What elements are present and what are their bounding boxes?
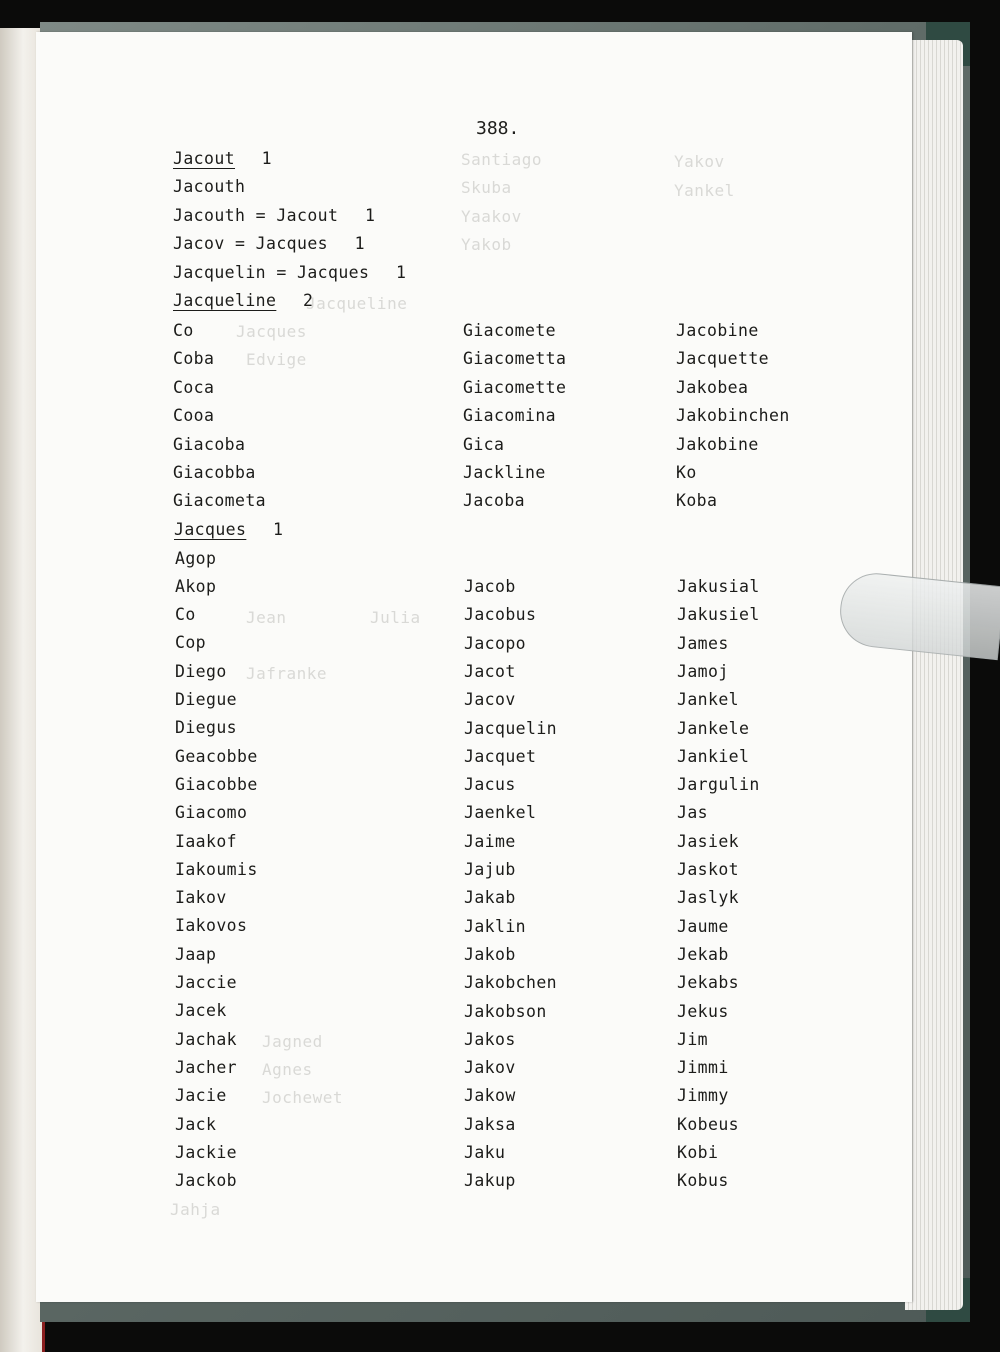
- variant-name: [677, 1115, 739, 1135]
- name-entry: [173, 234, 365, 254]
- variant-name: [464, 832, 516, 852]
- variant-name: [175, 916, 247, 936]
- variant-name: [173, 321, 194, 341]
- variant-name-text: Giacometa: [173, 491, 267, 511]
- variant-name-text: Giacobba: [173, 463, 256, 482]
- variant-name-text: Jakobchen: [464, 973, 558, 993]
- bleed-text: Julia: [370, 608, 421, 627]
- variant-name: [677, 775, 760, 795]
- variant-name-text: Diego: [175, 661, 227, 681]
- variant-name: [677, 1143, 718, 1163]
- bleed-text: Jacqueline: [306, 294, 408, 313]
- name-entry-text: Jacouth: [173, 177, 246, 197]
- variant-name-text: Giacomete: [463, 321, 557, 340]
- variant-name: [175, 549, 216, 569]
- bleed-text: Santiago: [461, 150, 543, 169]
- page-stack-edge: [905, 40, 963, 1310]
- page-number: 388.: [476, 118, 520, 139]
- variant-name-text: Jacher: [175, 1057, 238, 1077]
- bleed-text: Jagned: [262, 1032, 323, 1051]
- variant-name: [173, 378, 214, 398]
- frequency-count: 1: [241, 149, 273, 168]
- variant-name-text: Co: [173, 321, 194, 340]
- name-entry-text: Jacouth = Jacout: [173, 205, 339, 225]
- variant-name-text: Giacomina: [463, 406, 557, 426]
- variant-name: [677, 1058, 729, 1078]
- variant-name-text: Jackie: [175, 1142, 238, 1162]
- variant-name-text: Jamoj: [677, 661, 729, 681]
- variant-name: [175, 1001, 227, 1021]
- frequency-count: 1: [334, 234, 366, 254]
- variant-name: [464, 860, 516, 880]
- variant-name: [464, 973, 557, 993]
- variant-name-text: Iakovos: [175, 916, 248, 936]
- variant-name: [677, 690, 739, 710]
- variant-name: [464, 917, 526, 937]
- bleed-text: Yakob: [461, 235, 512, 254]
- variant-name-text: Jackline: [463, 463, 546, 482]
- variant-name: [464, 1002, 547, 1022]
- variant-name: [676, 349, 769, 369]
- variant-name: [676, 435, 759, 455]
- bleed-text: Jahja: [170, 1200, 221, 1219]
- variant-name: [175, 747, 258, 767]
- variant-name-text: Jacoba: [463, 491, 526, 511]
- headword: [174, 520, 283, 540]
- headword-text: Jacqueline: [173, 291, 277, 310]
- headword-text: Jacout: [173, 149, 236, 168]
- bleed-text: Yaakov: [461, 207, 522, 226]
- variant-name-text: Jaap: [175, 944, 217, 964]
- variant-name-text: Iaakof: [175, 831, 238, 851]
- variant-name-text: Jakusiel: [677, 605, 760, 625]
- variant-name: [464, 775, 516, 795]
- bleed-text: Edvige: [246, 350, 307, 369]
- variant-name: [464, 1030, 516, 1050]
- variant-name-text: Jacquet: [464, 746, 537, 766]
- variant-name: [463, 491, 525, 511]
- headword: [173, 291, 313, 311]
- variant-name: [175, 803, 247, 823]
- variant-name-text: Jaklin: [464, 916, 527, 936]
- variant-name: [175, 1086, 227, 1106]
- variant-name: [175, 577, 216, 597]
- name-entry: [173, 263, 406, 283]
- variant-name: [677, 634, 729, 654]
- variant-name-text: Cooa: [173, 406, 215, 426]
- variant-name-text: Jimmy: [677, 1086, 729, 1106]
- variant-name: [463, 463, 546, 483]
- variant-name: [175, 1058, 237, 1078]
- variant-name-text: Jakup: [464, 1171, 516, 1191]
- variant-name: [464, 605, 536, 625]
- variant-name: [464, 719, 557, 739]
- variant-name-text: Co: [175, 605, 196, 625]
- variant-name: [173, 406, 214, 426]
- variant-name-text: Jakob: [464, 944, 516, 964]
- variant-name-text: Kobi: [677, 1143, 719, 1162]
- bleed-text: Jochewet: [262, 1088, 344, 1107]
- variant-name-text: Jacquelin: [464, 718, 558, 738]
- variant-name: [677, 1030, 708, 1050]
- headword: [173, 149, 272, 169]
- bleed-text: Skuba: [461, 178, 512, 197]
- variant-name: [175, 718, 237, 738]
- variant-name-text: Jekab: [677, 944, 729, 964]
- variant-name-text: Jasiek: [677, 831, 740, 851]
- variant-name: [464, 1086, 516, 1106]
- variant-name: [677, 1171, 729, 1191]
- variant-name-text: Koba: [676, 491, 718, 511]
- variant-name-text: Jargulin: [677, 775, 760, 795]
- variant-name-text: Akop: [175, 576, 217, 596]
- variant-name-text: Jacob: [464, 577, 516, 596]
- variant-name-text: Jakobinchen: [676, 406, 790, 426]
- bleed-text: Jacques: [236, 322, 307, 341]
- variant-name: [173, 463, 256, 483]
- variant-name-text: Jaksa: [464, 1114, 516, 1134]
- variant-name-text: Jankiel: [677, 746, 750, 766]
- variant-name: [463, 349, 566, 369]
- variant-name: [677, 1002, 729, 1022]
- variant-name-text: Jimmi: [677, 1058, 729, 1078]
- variant-name: [464, 1171, 516, 1191]
- variant-name-text: Jacobus: [464, 605, 537, 625]
- variant-name: [464, 1143, 505, 1163]
- variant-name-text: Giacomo: [175, 803, 248, 823]
- variant-name: [175, 1030, 237, 1050]
- variant-name: [677, 832, 739, 852]
- variant-name-text: Giacobbe: [175, 774, 258, 794]
- variant-name-text: Jacobine: [676, 321, 759, 340]
- variant-name: [676, 463, 697, 483]
- variant-name-text: Jas: [677, 803, 709, 823]
- variant-name-text: Kobeus: [677, 1114, 740, 1134]
- variant-name: [175, 973, 237, 993]
- variant-name-text: Jaccie: [175, 973, 238, 992]
- variant-name-text: Kobus: [677, 1171, 729, 1191]
- name-entry-text: Jacquelin = Jacques: [173, 262, 370, 282]
- variant-name-text: Jakab: [464, 888, 516, 908]
- frequency-count: 2: [282, 291, 314, 310]
- variant-name: [175, 605, 196, 625]
- variant-name-text: Iakoumis: [175, 859, 258, 879]
- name-entry: [173, 206, 375, 226]
- variant-name: [677, 888, 739, 908]
- variant-name: [676, 491, 717, 511]
- variant-name: [677, 973, 739, 993]
- variant-name: [677, 1086, 729, 1106]
- variant-name: [173, 349, 214, 369]
- variant-name-text: Jacquette: [676, 349, 770, 369]
- variant-name-text: Coba: [173, 349, 215, 369]
- variant-name: [463, 378, 566, 398]
- variant-name: [464, 577, 516, 597]
- frequency-count: 1: [252, 520, 284, 539]
- variant-name-text: Jacek: [175, 1001, 227, 1021]
- variant-name: [677, 577, 760, 597]
- variant-name: [175, 633, 206, 653]
- variant-name-text: James: [677, 633, 729, 653]
- variant-name: [175, 662, 227, 682]
- name-entry-text: Jacov = Jacques: [173, 234, 329, 254]
- variant-name-text: Jekabs: [677, 973, 740, 993]
- variant-name: [676, 321, 759, 341]
- variant-name: [175, 1143, 237, 1163]
- variant-name: [175, 690, 237, 710]
- variant-name-text: Diegue: [175, 690, 238, 709]
- variant-name-text: Jacopo: [464, 633, 527, 653]
- variant-name-text: Diegus: [175, 718, 238, 738]
- variant-name: [677, 662, 729, 682]
- variant-name: [464, 803, 536, 823]
- bleed-text: Agnes: [262, 1060, 313, 1079]
- variant-name-text: Jacot: [464, 661, 516, 681]
- variant-name-text: Jacov: [464, 690, 516, 710]
- variant-name-text: Jaskot: [677, 860, 740, 879]
- variant-name-text: Jaume: [677, 916, 729, 936]
- variant-name-text: Ko: [676, 463, 697, 482]
- variant-name-text: Jaenkel: [464, 803, 537, 823]
- variant-name-text: Jankele: [677, 718, 750, 738]
- variant-name: [677, 719, 749, 739]
- variant-name-text: Giacometta: [463, 349, 567, 369]
- book-page: [36, 32, 912, 1302]
- variant-name: [677, 860, 739, 880]
- variant-name: [464, 690, 516, 710]
- variant-name: [677, 945, 729, 965]
- variant-name-text: Jakusial: [677, 577, 760, 596]
- bleed-text: Jean: [246, 608, 287, 627]
- variant-name-text: Cop: [175, 633, 207, 653]
- variant-name: [464, 634, 526, 654]
- variant-name-text: Jim: [677, 1029, 709, 1049]
- variant-name: [464, 662, 516, 682]
- variant-name: [677, 917, 729, 937]
- variant-name-text: Giacomette: [463, 377, 567, 397]
- variant-name-text: Jack: [175, 1114, 217, 1134]
- frequency-count: 1: [344, 205, 376, 225]
- variant-name: [677, 605, 760, 625]
- variant-name: [464, 888, 516, 908]
- variant-name-text: Jacus: [464, 775, 516, 795]
- variant-name-text: Jacie: [175, 1086, 227, 1106]
- variant-name: [173, 435, 245, 455]
- bleed-text: Yankel: [674, 181, 735, 200]
- bleed-text: Yakov: [674, 152, 725, 171]
- variant-name: [175, 945, 216, 965]
- variant-name-text: Jakov: [464, 1058, 516, 1078]
- variant-name-text: Jachak: [175, 1029, 238, 1049]
- variant-name-text: Jakobea: [676, 377, 749, 397]
- variant-name-text: Jackob: [175, 1171, 238, 1191]
- variant-name: [463, 321, 556, 341]
- variant-name: [677, 803, 708, 823]
- variant-name-text: Jaku: [464, 1143, 506, 1162]
- variant-name: [676, 378, 748, 398]
- variant-name: [175, 1115, 216, 1135]
- variant-name-text: Coca: [173, 377, 215, 397]
- variant-name-text: Gica: [463, 434, 505, 454]
- variant-name-text: Jajub: [464, 860, 516, 879]
- variant-name: [175, 1171, 237, 1191]
- variant-name: [463, 406, 556, 426]
- headword-text: Jacques: [174, 520, 247, 539]
- variant-name-text: Jankel: [677, 690, 740, 710]
- variant-name: [175, 832, 237, 852]
- variant-name: [175, 888, 227, 908]
- name-entry: [173, 177, 245, 197]
- variant-name-text: Agop: [175, 548, 217, 568]
- variant-name-text: Giacoba: [173, 434, 246, 454]
- variant-name: [175, 860, 258, 880]
- variant-name: [173, 491, 266, 511]
- variant-name-text: Jekus: [677, 1001, 729, 1021]
- variant-name: [676, 406, 790, 426]
- variant-name-text: Jaslyk: [677, 888, 740, 908]
- variant-name: [175, 775, 258, 795]
- variant-name-text: Jaime: [464, 831, 516, 851]
- bleed-text: Jafranke: [246, 664, 328, 683]
- variant-name: [464, 945, 516, 965]
- variant-name-text: Jakobine: [676, 434, 759, 454]
- variant-name: [464, 1058, 516, 1078]
- variant-name: [464, 747, 536, 767]
- variant-name-text: Iakov: [175, 888, 227, 908]
- variant-name-text: Jakobson: [464, 1001, 547, 1021]
- variant-name: [464, 1115, 516, 1135]
- variant-name: [463, 435, 504, 455]
- variant-name: [677, 747, 749, 767]
- variant-name-text: Jakow: [464, 1086, 516, 1106]
- frequency-count: 1: [375, 262, 407, 282]
- variant-name-text: Jakos: [464, 1029, 516, 1049]
- variant-name-text: Geacobbe: [175, 746, 258, 766]
